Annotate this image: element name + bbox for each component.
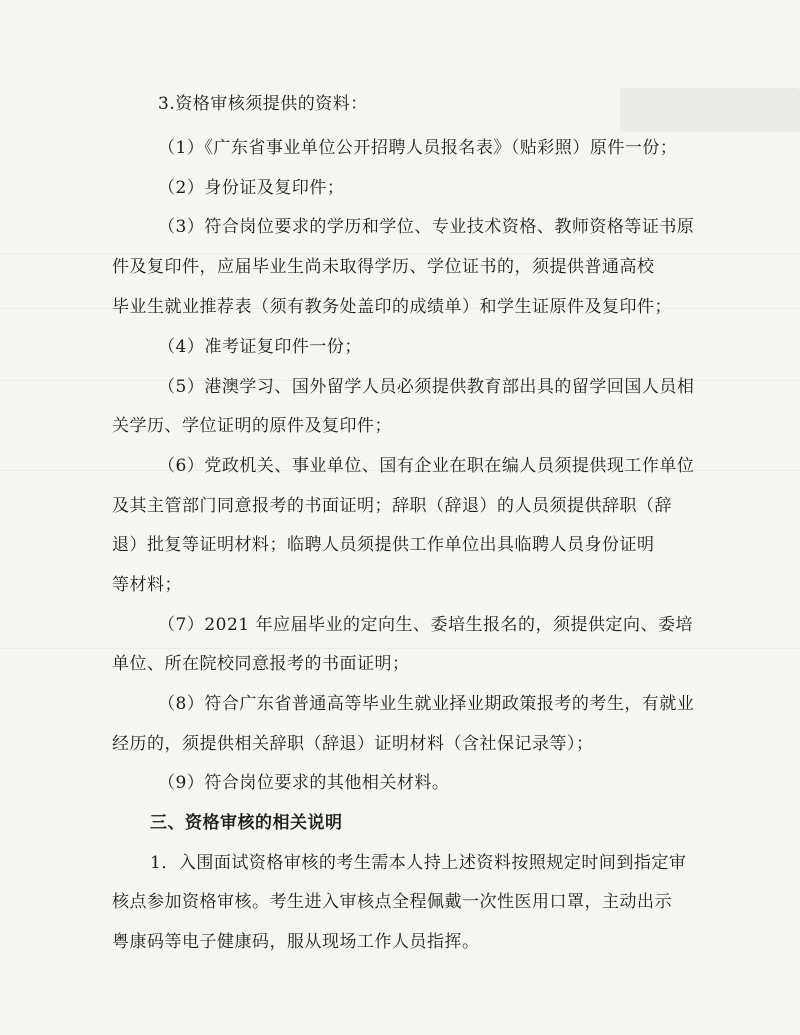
material-item-6-line-4: 等材料； [112, 575, 182, 595]
show-through-artifact [620, 88, 800, 132]
material-item-6-line-3: 退）批复等证明材料；临聘人员须提供工作单位出具临聘人员身份证明 [112, 535, 655, 555]
material-item-5-line-1: （5）港澳学习、国外留学人员必须提供教育部出具的留学回国人员相 [158, 377, 695, 397]
material-item-4: （4）准考证复印件一份； [158, 337, 362, 357]
show-through-line [0, 648, 800, 649]
material-item-7-line-2: 单位、所在院校同意报考的书面证明； [112, 654, 410, 674]
material-item-3-line-3: 毕业生就业推荐表（须有教务处盖印的成绩单）和学生证原件及复印件； [112, 297, 672, 317]
material-item-2: （2）身份证及复印件； [158, 178, 345, 198]
material-item-3-line-1: （3）符合岗位要求的学历和学位、专业技术资格、教师资格等证书原 [158, 217, 695, 237]
section-3-heading: 三、资格审核的相关说明 [150, 813, 343, 833]
note-1-line-3: 粤康码等电子健康码，服从现场工作人员指挥。 [112, 932, 480, 952]
material-item-5-line-2: 关学历、学位证明的原件及复印件； [112, 416, 392, 436]
material-item-7-line-1: （7）2021 年应届毕业的定向生、委培生报名的，须提供定向、委培 [158, 615, 693, 635]
material-item-6-line-2: 及其主管部门同意报考的书面证明；辞职（辞退）的人员须提供辞职（辞 [112, 496, 672, 516]
note-1-line-2: 核点参加资格审核。考生进入审核点全程佩戴一次性医用口罩，主动出示 [112, 892, 672, 912]
material-item-1: （1）《广东省事业单位公开招聘人员报名表》（贴彩照）原件一份； [158, 138, 678, 158]
section-item-3-title: 3.资格审核须提供的资料： [158, 94, 368, 114]
material-item-8-line-1: （8）符合广东省普通高等毕业生就业择业期政策报考的考生，有就业 [158, 694, 695, 714]
material-item-9: （9）符合岗位要求的其他相关材料。 [158, 773, 450, 793]
note-1-line-1: 1．入围面试资格审核的考生需本人持上述资料按照规定时间到指定审 [150, 853, 687, 873]
material-item-6-line-1: （6）党政机关、事业单位、国有企业在职在编人员须提供现工作单位 [158, 456, 695, 476]
material-item-8-line-2: 经历的，须提供相关辞职（辞退）证明材料（含社保记录等）； [112, 734, 594, 754]
material-item-3-line-2: 件及复印件，应届毕业生尚未取得学历、学位证书的，须提供普通高校 [112, 257, 655, 277]
